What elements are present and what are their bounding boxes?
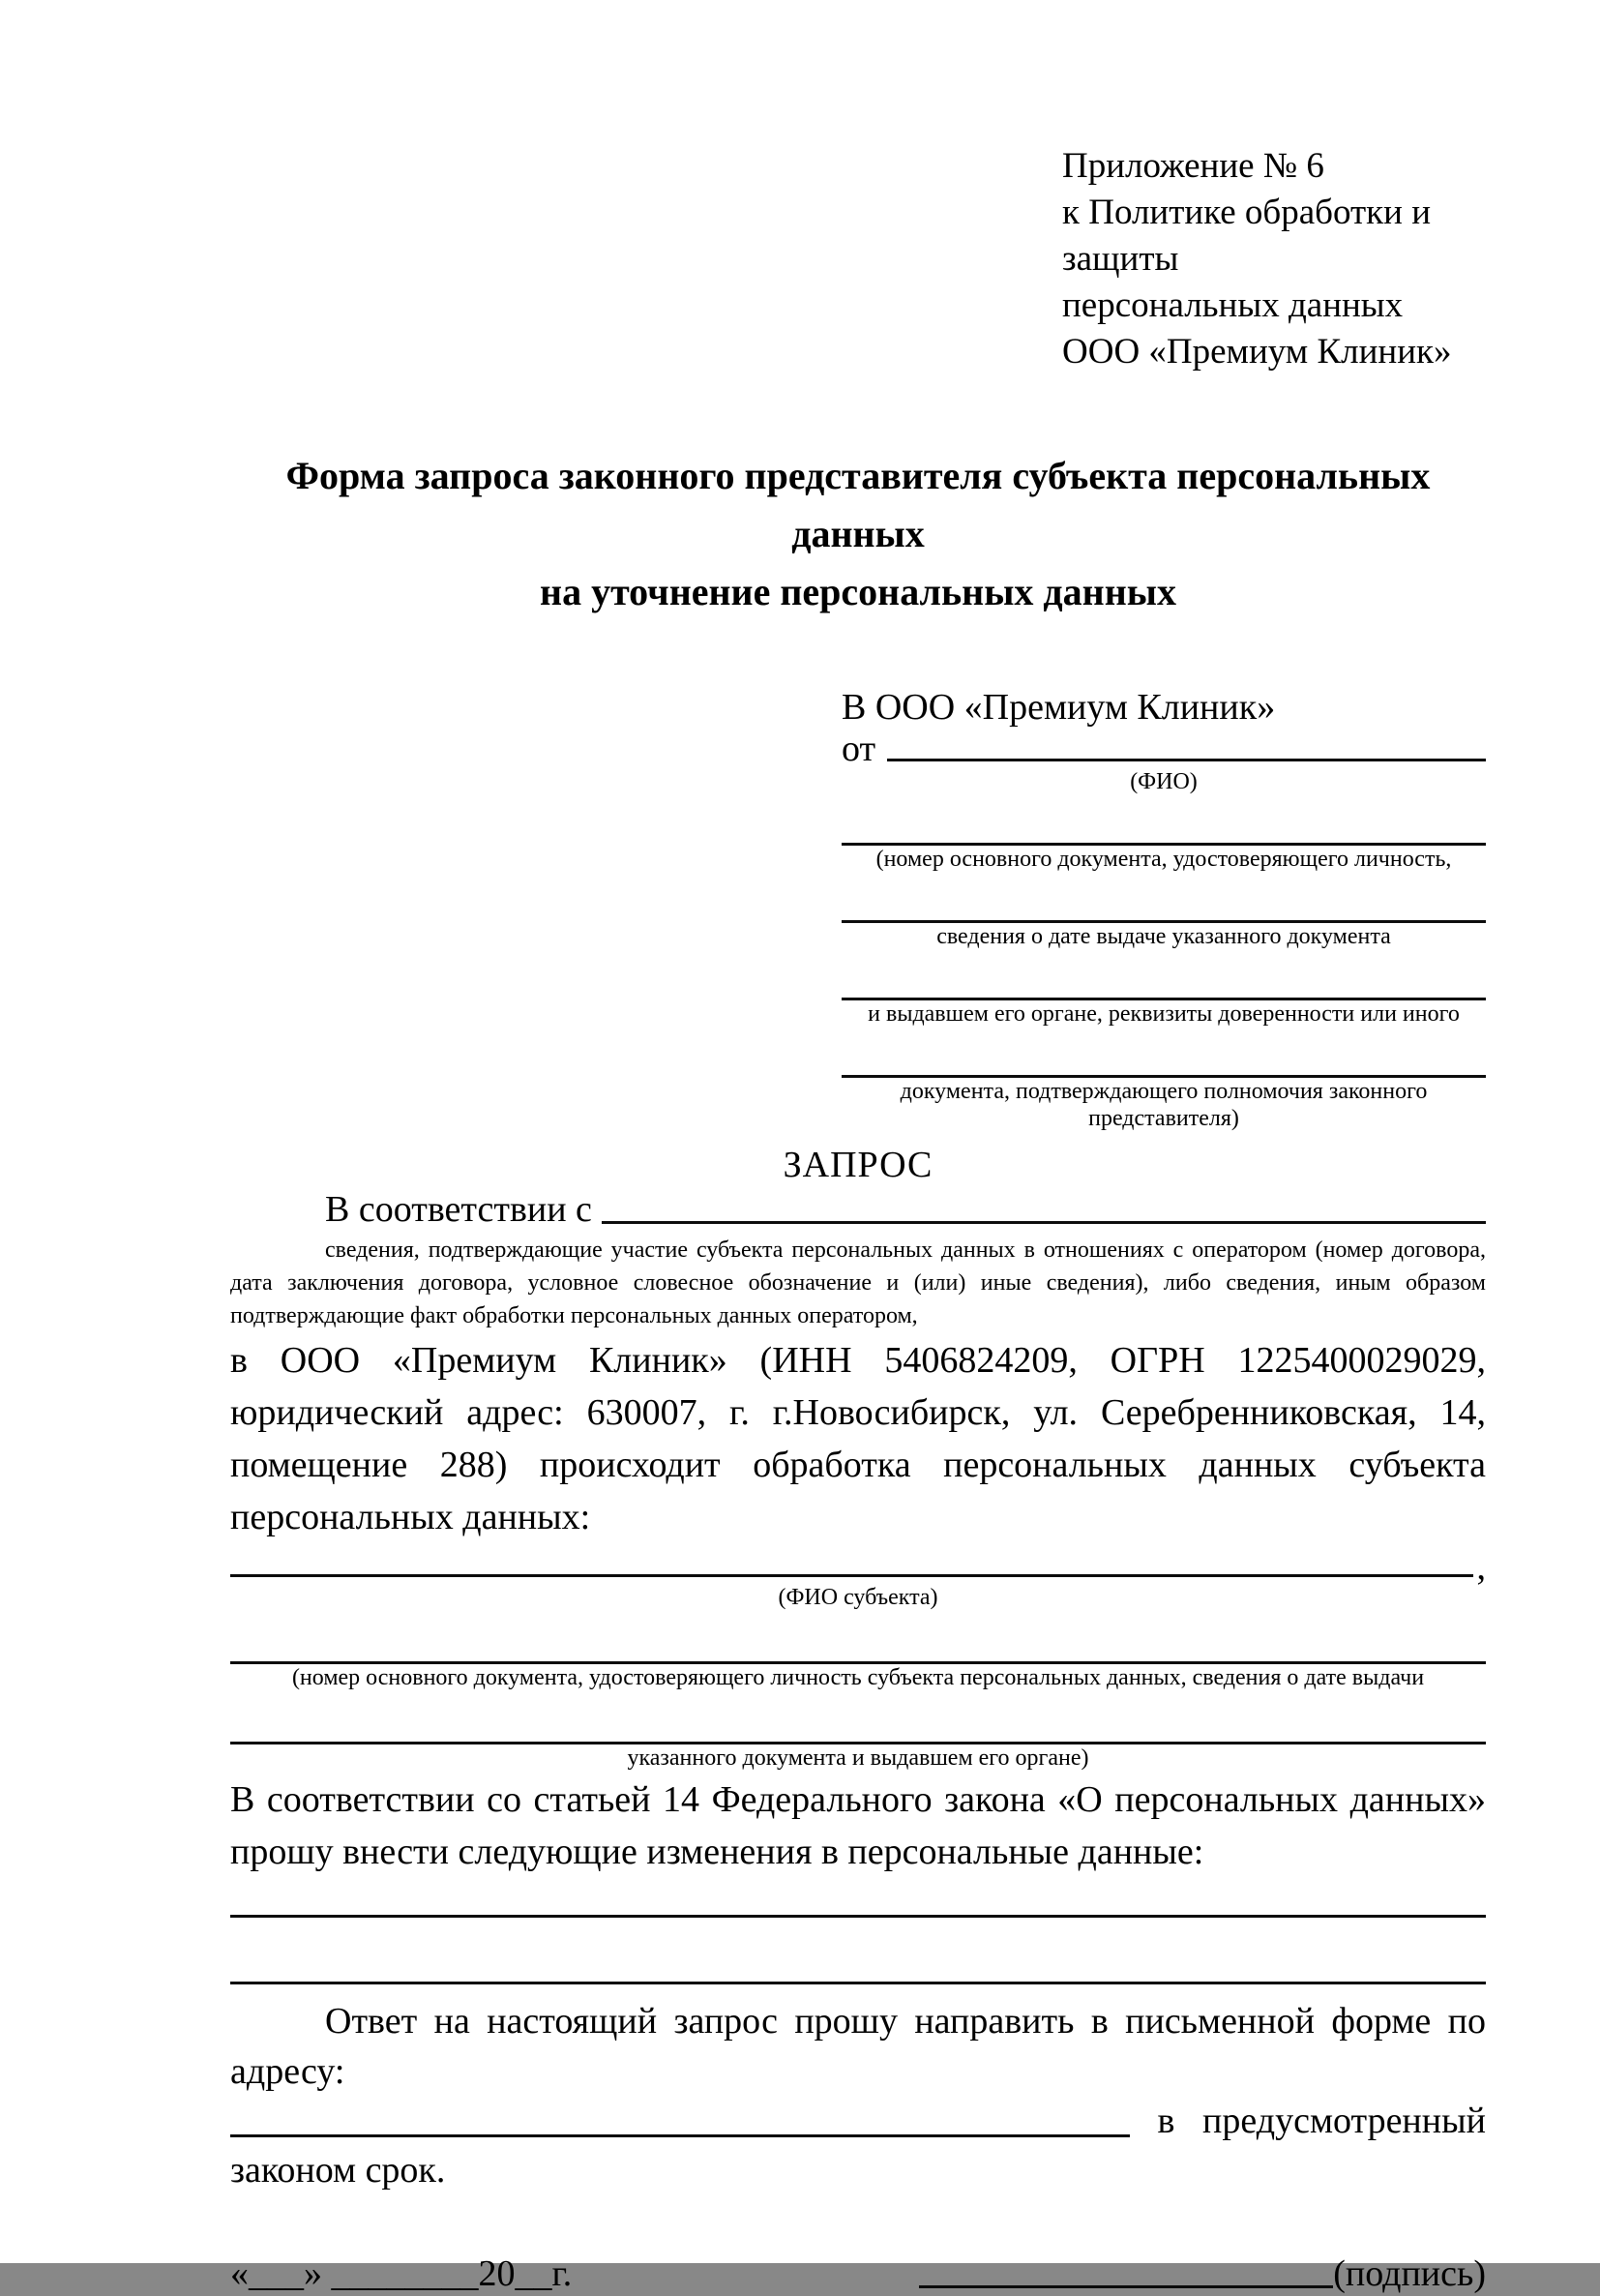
subject-trailing-comma: , xyxy=(1476,1547,1486,1588)
from-field xyxy=(842,730,1486,768)
representative-doc-blank-line-4 xyxy=(842,1028,1486,1078)
subject-fio-blank-line xyxy=(230,1574,1473,1577)
request-heading: ЗАПРОС xyxy=(783,1145,933,1185)
appendix-line: к Политике обработки и защиты xyxy=(1062,193,1432,279)
signature-caption: (подпись) xyxy=(1333,2253,1486,2294)
subject-doc-caption-1: (номер основного документа, удостоверяющего личность субъекта персональных данных, сведения о дате выдачи xyxy=(291,1665,1425,1690)
signature-field xyxy=(919,2251,1486,2296)
appendix-line: Приложение № 6 xyxy=(1062,146,1324,186)
basis-caption: сведения, подтверждающие участие субъекта персональных данных в отношениях с оператором (номер договора, дата заключения договора, условное словесное обозначение и (или) иные сведения), либо сведения, иным образом подтверждающие факт обработки персональных данных оператором, xyxy=(230,1237,1486,1328)
document-title-line2: на уточнение персональных данных xyxy=(540,570,1176,613)
document-title-line1: Форма запроса законного представителя субъекта персональных данных xyxy=(285,454,1431,555)
addressee-organization: В ООО «Премиум Клиник» xyxy=(842,687,1276,728)
signature-blank-line xyxy=(919,2285,1333,2288)
subject-doc-blank-line-1 xyxy=(230,1611,1486,1664)
reply-address-blank-line xyxy=(230,2134,1130,2137)
subject-doc-caption-2: указанного документа и выдавшем его органе) xyxy=(627,1745,1089,1771)
representative-doc-blank-line-2 xyxy=(842,873,1486,923)
basis-field xyxy=(230,1188,1486,1231)
representative-doc-caption-2: сведения о дате выдаче указанного документа xyxy=(936,924,1391,949)
representative-doc-blank-line-3 xyxy=(842,950,1486,1000)
date-field: «___» ________20__г. xyxy=(230,2253,573,2294)
subject-doc-blank-line-2 xyxy=(230,1691,1486,1744)
changes-blank-line-1 xyxy=(230,1915,1486,1918)
changes-blank-line-2 xyxy=(230,1982,1486,1984)
reply-paragraph-line1: Ответ на настоящий запрос прошу направить в письменной форме по адресу: xyxy=(230,2001,1486,2092)
operator-paragraph: в ООО «Премиум Клиник» (ИНН 5406824209, ОГРН 1225400029029, юридический адрес: 630007, г. г.Новосибирск, ул. Серебренниковская, 14, помещение 288) происходит обработка персональных данных субъекта персональных данных: xyxy=(230,1340,1486,1537)
from-blank-line xyxy=(887,759,1486,761)
basis-blank-line xyxy=(602,1221,1486,1224)
reply-address-field xyxy=(230,2097,1486,2145)
law-paragraph: В соответствии со статьей 14 Федерального закона «О персональных данных» прошу внести следующие изменения в персональные данные: xyxy=(230,1779,1486,1872)
representative-doc-caption-4: документа, подтверждающего полномочия законного представителя) xyxy=(900,1079,1428,1131)
representative-doc-caption-3: и выдавшем его органе, реквизиты доверенности или иного xyxy=(868,1001,1460,1027)
from-label: от xyxy=(842,729,876,769)
appendix-line: ООО «Премиум Клиник» xyxy=(1062,332,1452,372)
document-title xyxy=(230,447,1486,621)
representative-doc-blank-line-1 xyxy=(842,795,1486,846)
basis-prefix: В соответствии с xyxy=(325,1189,592,1230)
addressee-block xyxy=(842,685,1486,1132)
subject-fio-caption: (ФИО субъекта) xyxy=(778,1585,938,1610)
reply-word-2: предусмотренный xyxy=(1202,2101,1486,2141)
representative-doc-caption-1: (номер основного документа, удостоверяющего личность, xyxy=(875,847,1452,872)
fio-caption: (ФИО) xyxy=(1130,769,1198,794)
appendix-line: персональных данных xyxy=(1062,285,1404,325)
appendix-header xyxy=(1062,143,1486,375)
reply-word-1: в xyxy=(1157,2101,1175,2141)
reply-paragraph-end: законом срок. xyxy=(230,2150,446,2191)
footer-row xyxy=(230,2251,1486,2296)
subject-fio-field xyxy=(230,1547,1486,1588)
